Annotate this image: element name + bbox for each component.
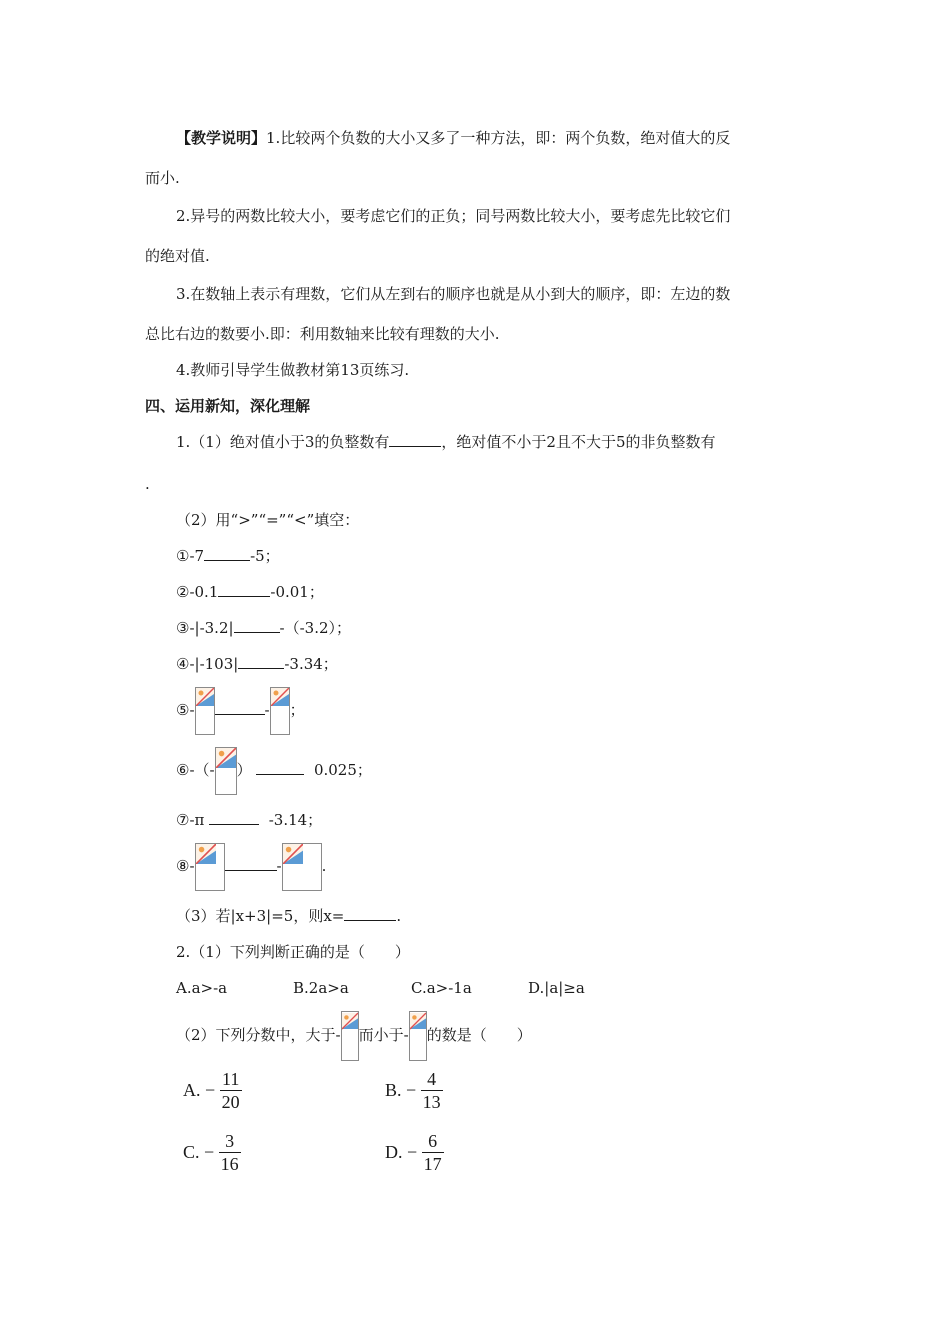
item-text: -3.34； [284, 655, 338, 673]
choice-c[interactable] [183, 1130, 241, 1175]
q1-part1-end: . [145, 475, 150, 493]
item-text: -0.01； [270, 583, 324, 601]
item-text: ⑤- [176, 701, 195, 719]
item-text: ⑧- [176, 857, 195, 875]
section-heading: 四、运用新知，深化理解 [145, 397, 311, 415]
q2-option-c[interactable]: C.a>-1a [411, 979, 472, 997]
answer-blank[interactable] [209, 810, 259, 825]
item-text: . [321, 857, 327, 875]
item-text: ①-7 [176, 547, 205, 565]
denominator: 17 [423, 1154, 442, 1174]
answer-blank[interactable] [204, 546, 250, 561]
q2-option-d[interactable]: D.|a|≥a [528, 979, 585, 997]
broken-image-icon [282, 843, 322, 891]
item-text: -5； [250, 547, 280, 565]
choice-label: A. [183, 1080, 201, 1100]
fraction [220, 1068, 242, 1113]
q2-option-a[interactable]: A.a>-a [176, 979, 228, 997]
q1-part1-text-a: 1.（1）绝对值小于3的负整数有 [176, 433, 390, 451]
minus-sign: − [407, 1142, 418, 1162]
q1-item-1 [176, 546, 280, 566]
broken-image-icon [270, 687, 290, 735]
item-text: - [276, 857, 282, 875]
denominator: 16 [220, 1154, 239, 1174]
choice-label: D. [385, 1142, 403, 1162]
broken-image-icon [195, 843, 225, 891]
q1-part2: （2）用“>”“=”“<”填空： [176, 511, 360, 529]
answer-blank[interactable] [344, 906, 396, 921]
note-line-3: 2.异号的两数比较大小，要考虑它们的正负；同号两数比较大小，要考虑先比较它们 [176, 207, 731, 225]
item-text: 的数是（ ） [426, 1026, 532, 1044]
choice-a[interactable] [183, 1068, 242, 1113]
item-text: （2）下列分数中，大于- [176, 1026, 341, 1044]
q2-option-b[interactable]: B.2a>a [293, 979, 349, 997]
note-line-5: 3.在数轴上表示有理数，它们从左到右的顺序也就是从小到大的顺序，即：左边的数 [176, 285, 731, 303]
minus-sign: − [204, 1142, 215, 1162]
answer-blank[interactable] [225, 856, 277, 871]
note-line-7: 4.教师引导学生做教材第13页练习. [176, 361, 410, 379]
denominator: 13 [422, 1092, 441, 1112]
answer-blank[interactable] [215, 700, 265, 715]
q1-item-4 [176, 654, 338, 674]
broken-image-icon [195, 687, 215, 735]
broken-image-icon [409, 1011, 427, 1061]
choice-b[interactable] [385, 1068, 443, 1113]
q1-item-2 [176, 582, 324, 602]
choice-label: C. [183, 1142, 200, 1162]
item-text: ⑦-π [176, 811, 205, 829]
q1-part1-text-b: ，绝对值不小于2且不大于5的非负整数有 [441, 433, 716, 451]
item-text: ③-|-3.2| [176, 619, 234, 637]
fraction [421, 1068, 443, 1113]
item-text: ⑥-（- [176, 761, 215, 779]
note-line-2: 而小. [145, 169, 180, 187]
q1-item-6 [176, 746, 372, 794]
note-line-1 [176, 128, 730, 148]
item-text: ） [236, 761, 252, 779]
broken-image-icon [215, 747, 237, 795]
item-text: -（-3.2）； [279, 619, 352, 637]
item-text: . [396, 907, 402, 925]
note-line-4: 的绝对值. [145, 247, 210, 265]
item-text: ； [289, 701, 305, 719]
q1-item-8 [176, 842, 326, 890]
item-text: ④-|-103| [176, 655, 239, 673]
numerator: 6 [422, 1130, 444, 1153]
item-text: 而小于- [358, 1026, 409, 1044]
answer-blank[interactable] [389, 432, 441, 447]
denominator: 20 [221, 1092, 240, 1112]
note-heading: 【教学说明】 [176, 129, 267, 147]
answer-blank[interactable] [256, 760, 304, 775]
choice-d[interactable] [385, 1130, 444, 1175]
q2-part1: 2.（1）下列判断正确的是（ ） [176, 943, 410, 961]
answer-blank[interactable] [218, 582, 270, 597]
q1-item-3 [176, 618, 351, 638]
q1-item-7 [176, 810, 322, 830]
item-text: 0.025； [313, 761, 372, 779]
note-text-1: 1.比较两个负数的大小又多了一种方法，即：两个负数，绝对值大的反 [266, 129, 731, 147]
broken-image-icon [341, 1011, 359, 1061]
q1-item-5 [176, 686, 305, 734]
fraction [422, 1130, 444, 1175]
minus-sign: − [406, 1080, 417, 1100]
numerator: 3 [219, 1130, 241, 1153]
fraction [219, 1130, 241, 1175]
note-line-6: 总比右边的数要小.即：利用数轴来比较有理数的大小. [145, 325, 500, 343]
minus-sign: − [205, 1080, 216, 1100]
item-text: （3）若|x+3|=5，则x= [176, 907, 345, 925]
choice-label: B. [385, 1080, 402, 1100]
numerator: 4 [421, 1068, 443, 1091]
item-text: ②-0.1 [176, 583, 219, 601]
answer-blank[interactable] [238, 654, 284, 669]
item-text: -3.14； [268, 811, 323, 829]
item-text: - [264, 701, 270, 719]
answer-blank[interactable] [234, 618, 280, 633]
numerator: 11 [220, 1068, 242, 1091]
q2-part2 [176, 1010, 532, 1060]
q1-part3 [176, 906, 401, 926]
q1-part1 [176, 432, 716, 452]
